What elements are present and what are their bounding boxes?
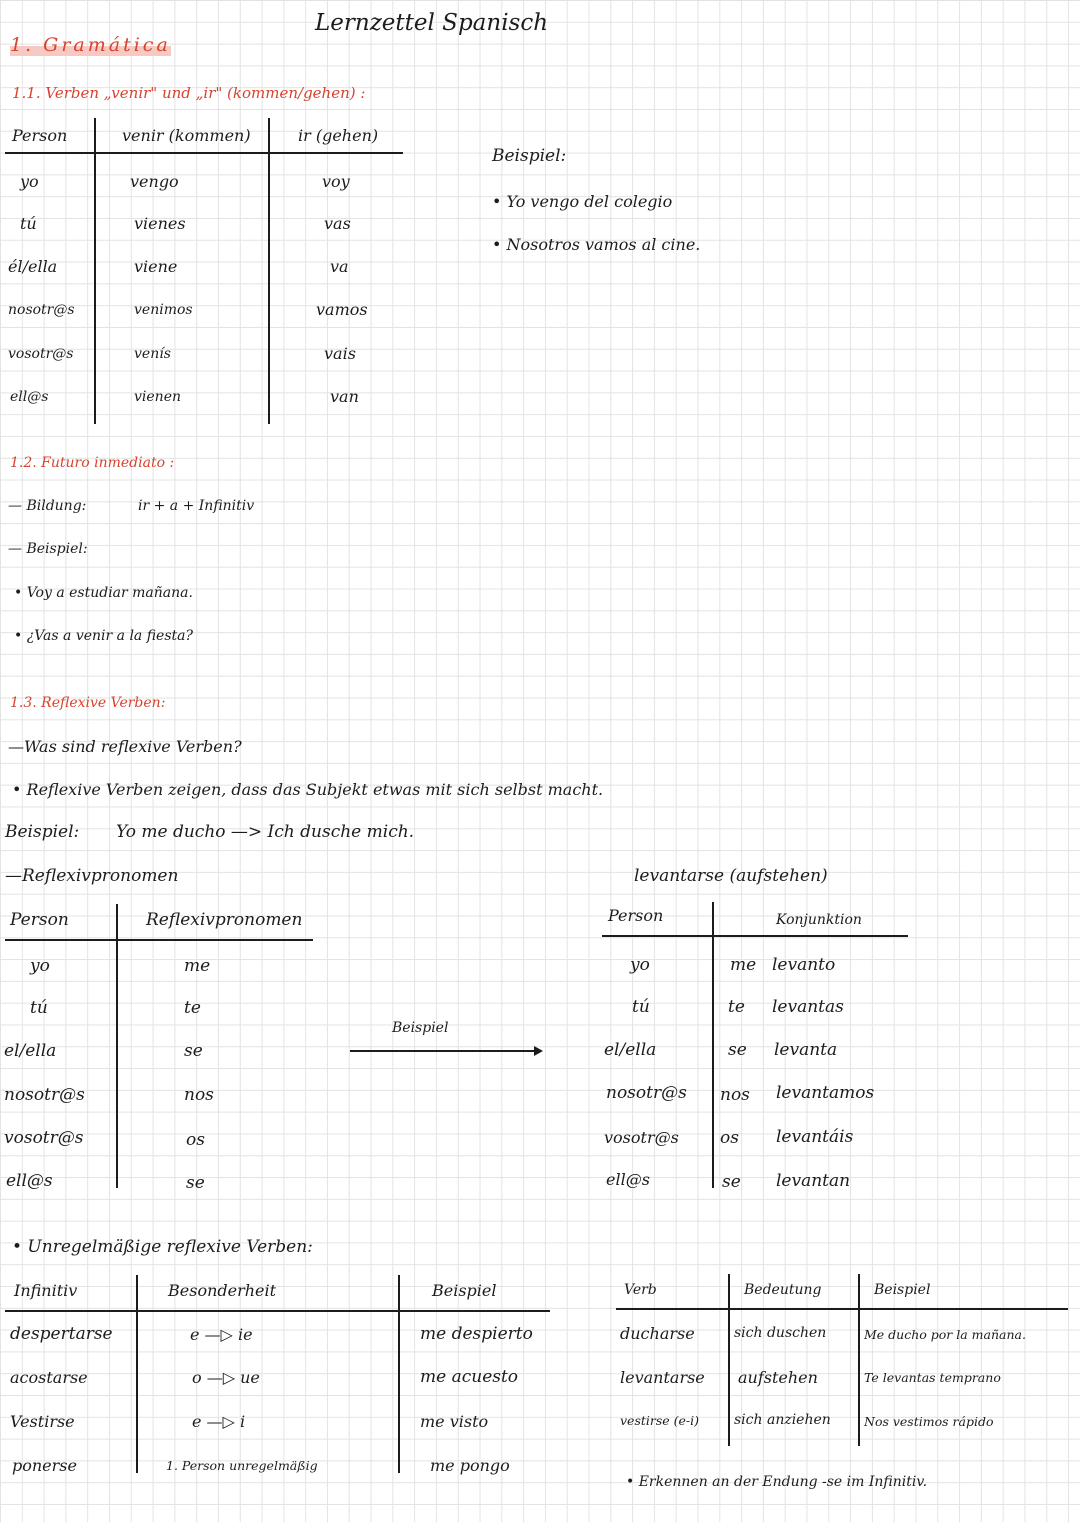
table-cell: Vestirse [10, 1412, 75, 1431]
arrow-label: Beispiel [392, 1020, 449, 1036]
table-cell: se [728, 1040, 747, 1060]
table-cell: me visto [420, 1412, 489, 1431]
th-beispiel: Beispiel [432, 1281, 497, 1300]
definition: • Reflexive Verben zeigen, dass das Subjekt etwas mit sich selbst macht. [12, 780, 604, 799]
page-title: Lernzettel Spanisch [315, 10, 549, 36]
table-cell: nos [184, 1085, 214, 1105]
table-cell: ell@s [606, 1170, 650, 1189]
table-cell: me acuesto [420, 1367, 519, 1387]
table-cell: se [184, 1041, 203, 1061]
table-cell: nosotr@s [8, 302, 75, 318]
table-cell: vestirse (e-i) [620, 1413, 700, 1428]
table-cell: vamos [316, 300, 368, 319]
table-cell: Nos vestimos rápido [864, 1414, 994, 1429]
table-cell: nos [720, 1085, 750, 1105]
levantarse-title: levantarse (aufstehen) [634, 866, 828, 886]
table-cell: tú [632, 997, 650, 1017]
table-cell: levantas [772, 997, 844, 1017]
table-cell: él/ella [8, 257, 58, 276]
table-cell: levanta [774, 1040, 838, 1060]
table-cell: ponerse [12, 1456, 77, 1475]
table-cell: nosotr@s [4, 1085, 85, 1105]
th-ir: ir (gehen) [298, 126, 379, 145]
table-cell: tú [30, 998, 48, 1018]
table-cell: Me ducho por la mañana. [864, 1327, 1026, 1342]
table-cell: yo [20, 172, 39, 191]
example-title: Beispiel: [492, 146, 567, 166]
example-item: • ¿Vas a venir a la fiesta? [14, 628, 194, 644]
table-cell: os [720, 1128, 739, 1148]
table-cell: me [184, 956, 211, 976]
section-heading-gramatica: 1. Gramática [10, 34, 171, 56]
beispiel-label: — Beispiel: [8, 541, 88, 557]
table-cell: me pongo [430, 1456, 510, 1475]
bildung-label: — Bildung: [8, 498, 87, 514]
table-cell: levantarse [620, 1368, 705, 1387]
table-cell: venís [134, 346, 171, 362]
th-verb: Verb [624, 1282, 657, 1298]
table-cell: se [722, 1172, 741, 1192]
table-cell: vosotr@s [4, 1128, 84, 1148]
table-cell: vienen [134, 389, 181, 405]
table-cell: me [730, 955, 757, 975]
th-bedeutung: Bedeutung [744, 1282, 822, 1298]
table-cell: se [186, 1173, 205, 1193]
example-text: Yo me ducho —> Ich dusche mich. [116, 822, 415, 842]
arrow-right-icon [534, 1046, 543, 1056]
table-cell: o —▷ ue [192, 1368, 260, 1387]
table-cell: vais [324, 344, 356, 363]
table-cell: van [330, 387, 359, 406]
note: • Erkennen an der Endung -se im Infinitiv. [626, 1474, 928, 1490]
table-cell: voy [322, 172, 350, 191]
table-cell: viene [134, 257, 178, 276]
table-cell: el/ella [4, 1041, 57, 1061]
example-label: Beispiel: [5, 822, 80, 842]
table-cell: vienes [134, 214, 186, 233]
table-cell: te [184, 998, 201, 1018]
table-cell: vas [324, 214, 351, 233]
table-cell: 1. Person unregelmäßig [166, 1458, 318, 1473]
table-cell: te [728, 997, 745, 1017]
table-cell: levantáis [776, 1127, 854, 1147]
th-besonderheit: Besonderheit [168, 1281, 277, 1300]
th-reflexivpronomen: Reflexivpronomen [146, 910, 303, 930]
question: —Was sind reflexive Verben? [8, 737, 242, 756]
table-cell: e —▷ ie [190, 1325, 253, 1344]
example-item: • Voy a estudiar mañana. [14, 585, 193, 601]
bildung-value: ir + a + Infinitiv [138, 498, 255, 514]
th-beispiel: Beispiel [874, 1282, 931, 1298]
th-person: Person [12, 126, 68, 145]
table-cell: ell@s [6, 1171, 53, 1191]
table-cell: va [330, 257, 349, 276]
table-cell: vosotr@s [8, 346, 74, 362]
table-cell: levantamos [776, 1083, 875, 1103]
table-cell: vengo [130, 172, 179, 191]
table-cell: yo [630, 955, 650, 975]
table-cell: aufstehen [738, 1368, 818, 1387]
table-cell: ell@s [10, 389, 49, 405]
table-cell: despertarse [10, 1324, 113, 1344]
table-cell: sich anziehen [734, 1412, 831, 1428]
table-cell: levanto [772, 955, 836, 975]
table-cell: os [186, 1130, 205, 1150]
table-cell: ducharse [620, 1324, 695, 1343]
example-item: • Nosotros vamos al cine. [492, 235, 701, 254]
table-cell: vosotr@s [604, 1128, 679, 1147]
heading-1-1: 1.1. Verben „venir" und „ir" (kommen/gehen) : [12, 84, 366, 102]
table-cell: me despierto [420, 1324, 533, 1344]
th-person: Person [10, 910, 69, 930]
th-infinitiv: Infinitiv [14, 1281, 78, 1300]
th-venir: venir (kommen) [122, 126, 251, 145]
pronoun-title: —Reflexivpronomen [5, 866, 179, 886]
table-cell: acostarse [10, 1368, 88, 1387]
table-cell: yo [30, 956, 50, 976]
table-cell: tú [20, 214, 37, 233]
table-cell: el/ella [604, 1040, 657, 1060]
th-person: Person [608, 906, 664, 925]
table-cell: nosotr@s [606, 1083, 687, 1103]
table-cell: levantan [776, 1171, 851, 1191]
irregular-heading: • Unregelmäßige reflexive Verben: [12, 1237, 313, 1257]
heading-1-3: 1.3. Reflexive Verben: [10, 695, 166, 711]
th-konjunktion: Konjunktion [776, 912, 862, 928]
table-cell: Te levantas temprano [864, 1370, 1001, 1385]
table-cell: e —▷ i [192, 1412, 246, 1431]
table-cell: venimos [134, 302, 193, 318]
heading-1-2: 1.2. Futuro inmediato : [10, 455, 175, 471]
table-cell: sich duschen [734, 1325, 827, 1341]
example-item: • Yo vengo del colegio [492, 192, 673, 211]
